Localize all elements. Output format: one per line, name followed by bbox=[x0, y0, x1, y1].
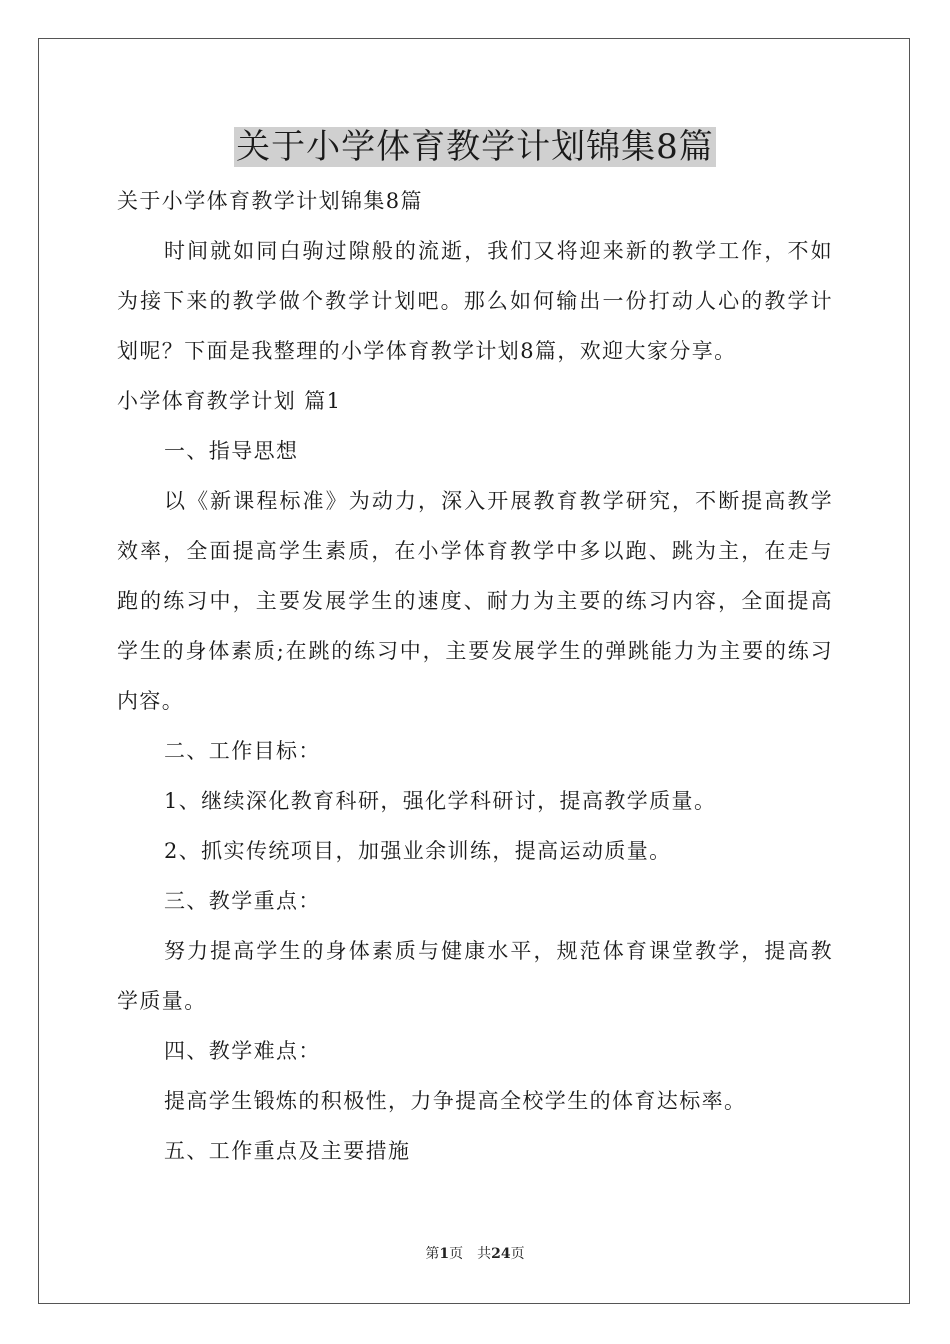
paragraph: 关于小学体育教学计划锦集8篇 bbox=[117, 189, 423, 213]
paragraph: 四、教学难点： bbox=[164, 1039, 321, 1063]
section-heading: 小学体育教学计划 篇1 bbox=[117, 389, 342, 413]
page-suffix: 页 bbox=[510, 1246, 525, 1262]
document-body bbox=[117, 176, 833, 1176]
paragraph: 三、教学重点： bbox=[164, 889, 321, 913]
document-title-text: 关于小学体育教学计划锦集8篇 bbox=[236, 127, 714, 167]
paragraph: 2、抓实传统项目，加强业余训练，提高运动质量。 bbox=[164, 839, 672, 863]
paragraph: 五、工作重点及主要措施 bbox=[164, 1139, 411, 1163]
page-current: 1 bbox=[439, 1246, 450, 1262]
document-title bbox=[0, 124, 950, 170]
page-prefix: 第 bbox=[425, 1246, 440, 1262]
paragraph: 一、指导思想 bbox=[164, 439, 299, 463]
paragraph: 提高学生锻炼的积极性，力争提高全校学生的体育达标率。 bbox=[164, 1089, 747, 1113]
paragraph: 努力提高学生的身体素质与健康水平，规范体育课堂教学，提高教学质量。 bbox=[117, 939, 833, 1013]
paragraph: 二、工作目标： bbox=[164, 739, 321, 763]
page-footer bbox=[0, 1244, 950, 1264]
paragraph: 以《新课程标准》为动力，深入开展教育教学研究，不断提高教学效率，全面提高学生素质，在小学体育教学中多以跑、跳为主，在走与跑的练习中，主要发展学生的速度、耐力为主要的练习内容，全面提高学生的身体素质;在跳的练习中，主要发展学生的弹跳能力为主要的练习内容。 bbox=[117, 489, 833, 713]
page-total: 24 bbox=[491, 1246, 511, 1262]
page-mid: 页 共 bbox=[449, 1246, 492, 1262]
paragraph: 1、继续深化教育科研，强化学科研讨，提高教学质量。 bbox=[164, 789, 717, 813]
paragraph: 时间就如同白驹过隙般的流逝，我们又将迎来新的教学工作，不如为接下来的教学做个教学计划吧。那么如何输出一份打动人心的教学计划呢？下面是我整理的小学体育教学计划8篇，欢迎大家分享。 bbox=[117, 239, 833, 363]
